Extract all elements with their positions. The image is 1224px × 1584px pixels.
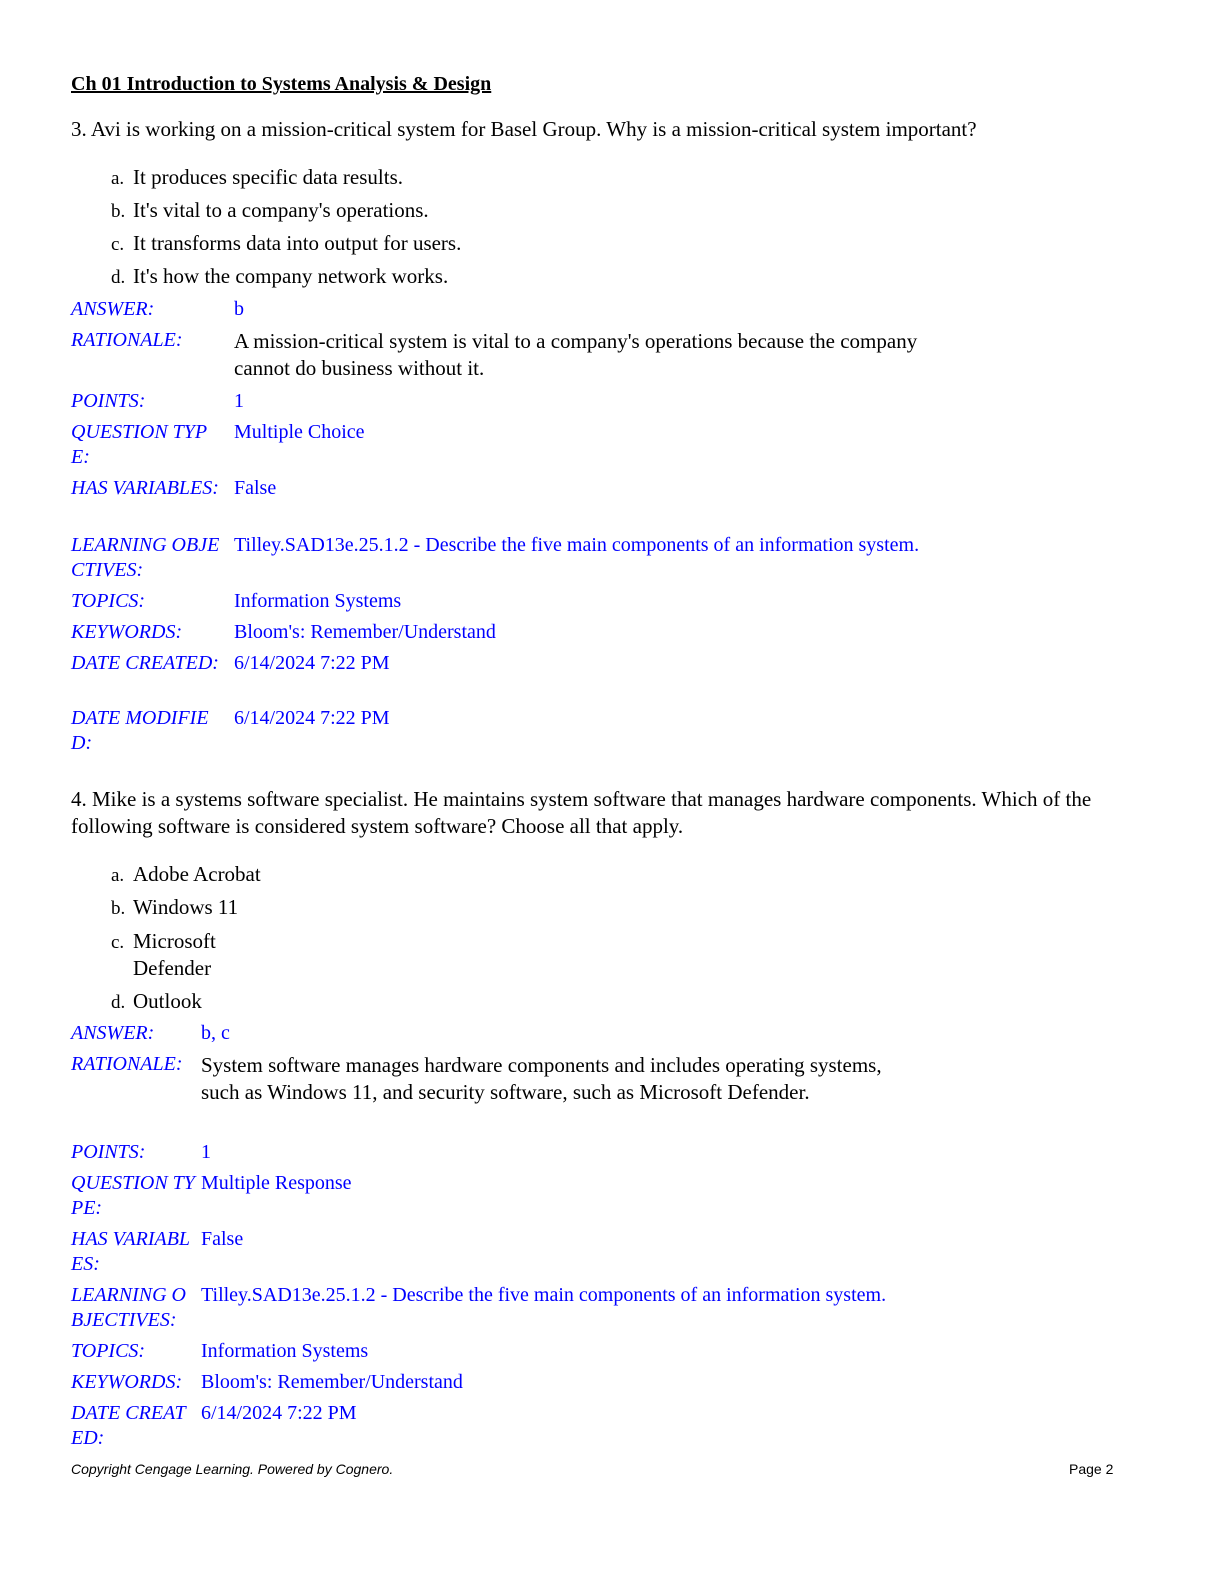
chapter-title: Ch 01 Introduction to Systems Analysis & Design [71,73,492,95]
choice-item [111,988,202,1016]
question-3-text: 3. Avi is working on a mission-critical system for Basel Group. Why is a mission-critical system important? [71,117,977,141]
learning-objectives-label: LEARNING OBJECTIVES: [71,1284,186,1331]
choice-text: It's vital to a company's operations. [133,198,429,222]
topics-value: Information Systems [201,1340,369,1362]
choice-text: Outlook [133,989,202,1013]
answer-value: b [234,298,244,320]
choice-text: It produces specific data results. [133,165,403,189]
choice-letter: b. [111,898,126,919]
keywords-value: Bloom's: Remember/Understand [234,621,496,643]
question-type-label: QUESTION TYPE: [71,1172,195,1219]
date-created-value: 6/14/2024 7:22 PM [201,1402,357,1424]
choice-text: It's how the company network works. [133,264,449,288]
choice-letter: c. [111,932,125,953]
date-created-label: DATE CREATED: [71,1402,186,1449]
choice-letter: b. [111,201,126,222]
date-modified-label: DATE MODIFIED: [71,707,209,754]
keywords-label: KEYWORDS: [71,1371,183,1393]
points-label: POINTS: [71,1141,146,1163]
rationale-value: A mission-critical system is vital to a company's operations because the company cannot do business without it. [234,329,918,380]
has-variables-value: False [234,477,277,499]
choice-text: Microsoft Defender [133,929,216,980]
answer-label: ANSWER: [71,1022,155,1044]
points-value: 1 [234,390,244,412]
rationale-value: System software manages hardware components and includes operating systems, such as Windows 11, and security software, such as Microsoft Defender. [201,1053,882,1104]
keywords-value: Bloom's: Remember/Understand [201,1371,463,1393]
has-variables-label: HAS VARIABLES: [71,1228,191,1275]
answer-label: ANSWER: [71,298,155,320]
date-created-value: 6/14/2024 7:22 PM [234,652,390,674]
footer-page-number: Page 2 [1069,1461,1114,1477]
rationale-label: RATIONALE: [71,329,183,351]
choice-item [111,928,243,982]
points-value: 1 [201,1141,211,1163]
choice-item [111,197,429,225]
document-page [71,0,1151,1584]
topics-value: Information Systems [234,590,402,612]
learning-objectives-value: Tilley.SAD13e.25.1.2 - Describe the five main components of an information system. [201,1284,887,1306]
answer-value: b, c [201,1022,230,1044]
question-type-value: Multiple Response [201,1172,352,1194]
learning-objectives-label: LEARNING OBJECTIVES: [71,534,220,581]
choice-text: Adobe Acrobat [133,862,261,886]
question-type-value: Multiple Choice [234,421,365,443]
choice-item [111,164,403,192]
question-4-text: 4. Mike is a systems software specialist. He maintains system software that manages hardware components. Which of the following software is considered system software? Choose all that apply. [71,787,1092,838]
choice-letter: a. [111,168,125,189]
topics-label: TOPICS: [71,590,146,612]
choice-letter: d. [111,267,126,288]
choice-letter: a. [111,865,125,886]
choice-text: Windows 11 [133,895,239,919]
choice-item [111,861,261,889]
choice-letter: d. [111,992,126,1013]
has-variables-value: False [201,1228,244,1250]
rationale-label: RATIONALE: [71,1053,183,1075]
choice-text: It transforms data into output for users. [133,231,462,255]
topics-label: TOPICS: [71,1340,146,1362]
choice-letter: c. [111,234,125,255]
choice-item [111,894,238,922]
choice-item [111,230,461,258]
keywords-label: KEYWORDS: [71,621,183,643]
choice-item [111,263,448,291]
footer-copyright: Copyright Cengage Learning. Powered by Cognero. [71,1461,394,1477]
learning-objectives-value: Tilley.SAD13e.25.1.2 - Describe the five main components of an information system. [234,534,920,556]
date-modified-value: 6/14/2024 7:22 PM [234,707,390,729]
date-created-label: DATE CREATED: [71,652,219,674]
has-variables-label: HAS VARIABLES: [71,477,219,499]
question-type-label: QUESTION TYPE: [71,421,208,468]
points-label: POINTS: [71,390,146,412]
